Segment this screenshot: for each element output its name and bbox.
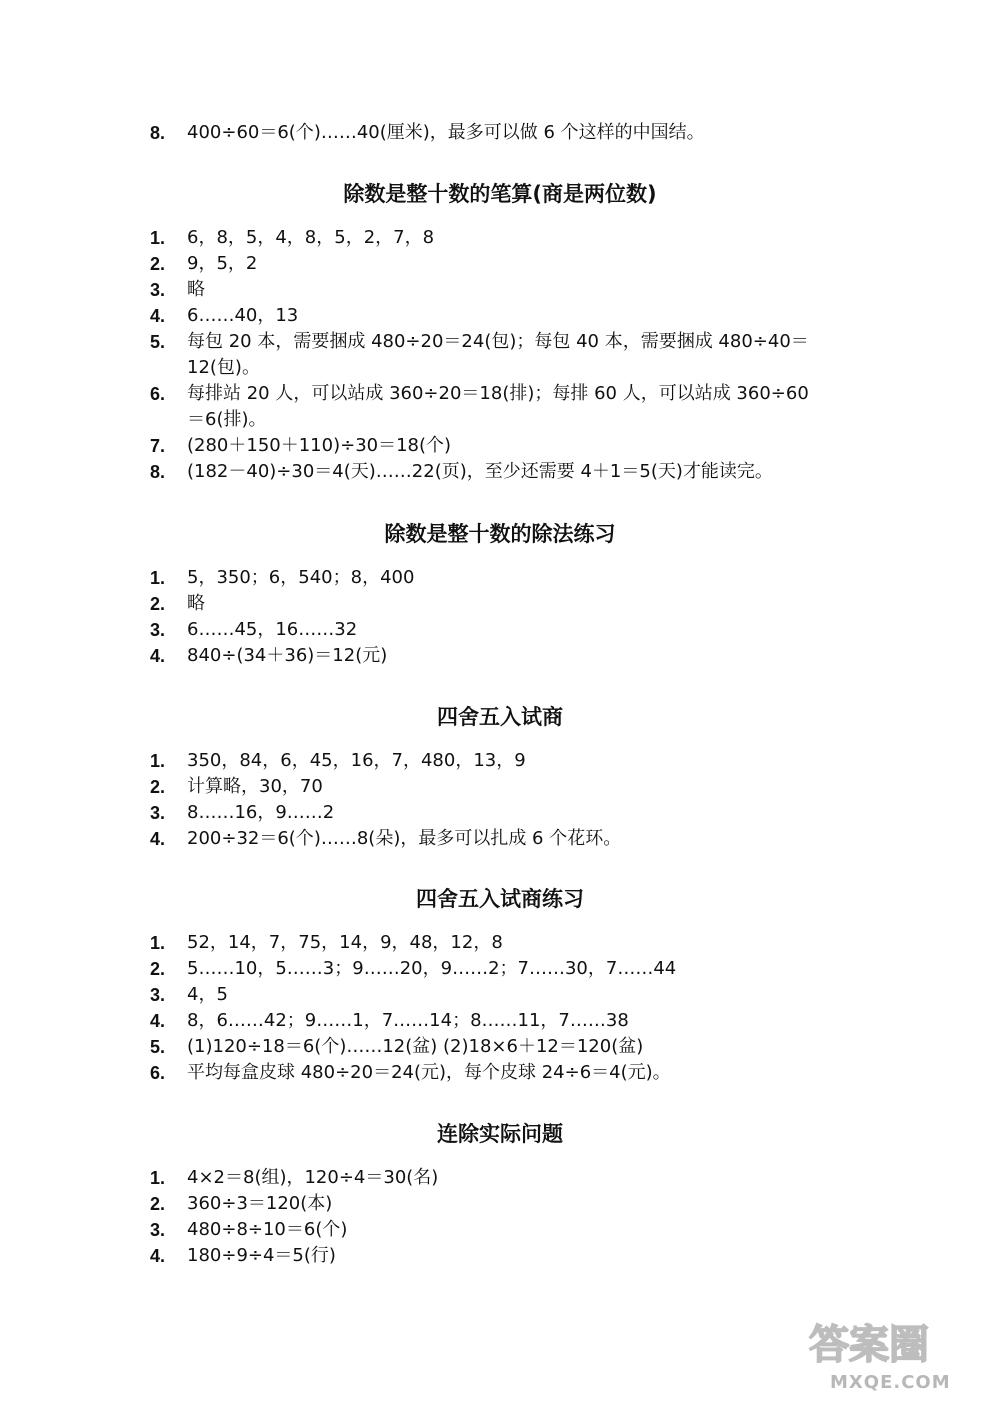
section-title: 连除实际问题 <box>437 1122 563 1146</box>
item-text: 计算略，30，70 <box>187 776 323 797</box>
item-text: 略 <box>187 593 205 614</box>
item-text: (182－40)÷30＝4(天)……22(页)，至少还需要 4＋1＝5(天)才能读完。 <box>187 461 773 482</box>
item-number: 4. <box>150 1011 166 1031</box>
section-title: 除数是整十数的笔算(商是两位数) <box>343 182 657 206</box>
section-title: 除数是整十数的除法练习 <box>384 522 616 546</box>
item-number: 2. <box>150 959 166 979</box>
item-text: 360÷3＝120(本) <box>187 1193 333 1214</box>
item-text: 4，5 <box>187 984 228 1005</box>
item-text: 12(包)。 <box>187 357 260 378</box>
watermark-logo <box>805 1318 975 1368</box>
item-text: 每排站 20 人，可以站成 360÷20＝18(排)；每排 60 人，可以站成 360÷60 <box>187 383 809 404</box>
watermark-url: MXQE.COM <box>830 1372 951 1393</box>
item-number: 3. <box>150 1220 166 1240</box>
item-text: 180÷9÷4＝5(行) <box>187 1245 336 1266</box>
item-number: 2. <box>150 254 166 274</box>
item-text: (280＋150＋110)÷30＝18(个) <box>187 435 452 456</box>
item-number: 4. <box>150 306 166 326</box>
item-text: 略 <box>187 279 205 300</box>
item-number: 1. <box>150 568 166 588</box>
item-number: 6. <box>150 384 166 404</box>
item-text: 8……16，9……2 <box>187 802 335 823</box>
item-number: 6. <box>150 1063 166 1083</box>
item-number: 5. <box>150 332 166 352</box>
item-number: 3. <box>150 985 166 1005</box>
item-number: 7. <box>150 436 166 456</box>
item-text: 4×2＝8(组)，120÷4＝30(名) <box>187 1167 439 1188</box>
item-text: (1)120÷18＝6(个)……12(盆) (2)18×6＋12＝120(盆) <box>187 1036 644 1057</box>
item-text: 5，350；6，540；8，400 <box>187 567 415 588</box>
item-number: 8. <box>150 462 166 482</box>
watermark <box>800 1318 980 1398</box>
item-number: 4. <box>150 1246 166 1266</box>
item-text: 480÷8÷10＝6(个) <box>187 1219 348 1240</box>
item-number: 2. <box>150 777 166 797</box>
item-number: 3. <box>150 280 166 300</box>
item-number: 1. <box>150 1168 166 1188</box>
item-text: 350，84，6，45，16，7，480，13，9 <box>187 750 526 771</box>
section-title: 四舍五入试商 <box>437 705 563 729</box>
item-text: 6……45，16……32 <box>187 619 358 640</box>
item-number: 8. <box>150 123 166 143</box>
item-text: 每包 20 本，需要捆成 480÷20＝24(包)；每包 40 本，需要捆成 480÷40＝ <box>187 331 809 352</box>
item-number: 2. <box>150 1194 166 1214</box>
item-number: 5. <box>150 1037 166 1057</box>
item-number: 1. <box>150 933 166 953</box>
item-text: 平均每盒皮球 480÷20＝24(元)，每个皮球 24÷6＝4(元)。 <box>187 1062 671 1083</box>
item-text: 8，6……42；9……1，7……14；8……11，7……38 <box>187 1010 629 1031</box>
svg-text:答案圈: 答案圈 <box>809 1322 929 1368</box>
item-text: 5……10，5……3；9……20，9……2；7……30，7……44 <box>187 958 677 979</box>
item-text: 6，8，5，4，8，5，2，7，8 <box>187 227 435 248</box>
item-number: 2. <box>150 594 166 614</box>
section-title: 四舍五入试商练习 <box>416 887 584 911</box>
item-text: 200÷32＝6(个)……8(朵)，最多可以扎成 6 个花环。 <box>187 828 622 849</box>
item-text: 9，5，2 <box>187 253 258 274</box>
item-number: 4. <box>150 646 166 666</box>
item-number: 3. <box>150 620 166 640</box>
item-number: 1. <box>150 228 166 248</box>
item-text: ＝6(排)。 <box>187 409 267 430</box>
item-text: 840÷(34＋36)＝12(元) <box>187 645 388 666</box>
item-number: 1. <box>150 751 166 771</box>
item-number: 3. <box>150 803 166 823</box>
item-text: 400÷60＝6(个)……40(厘米)，最多可以做 6 个这样的中国结。 <box>187 122 705 143</box>
item-text: 6……40，13 <box>187 305 299 326</box>
item-text: 52，14，7，75，14，9，48，12，8 <box>187 932 503 953</box>
item-number: 4. <box>150 829 166 849</box>
